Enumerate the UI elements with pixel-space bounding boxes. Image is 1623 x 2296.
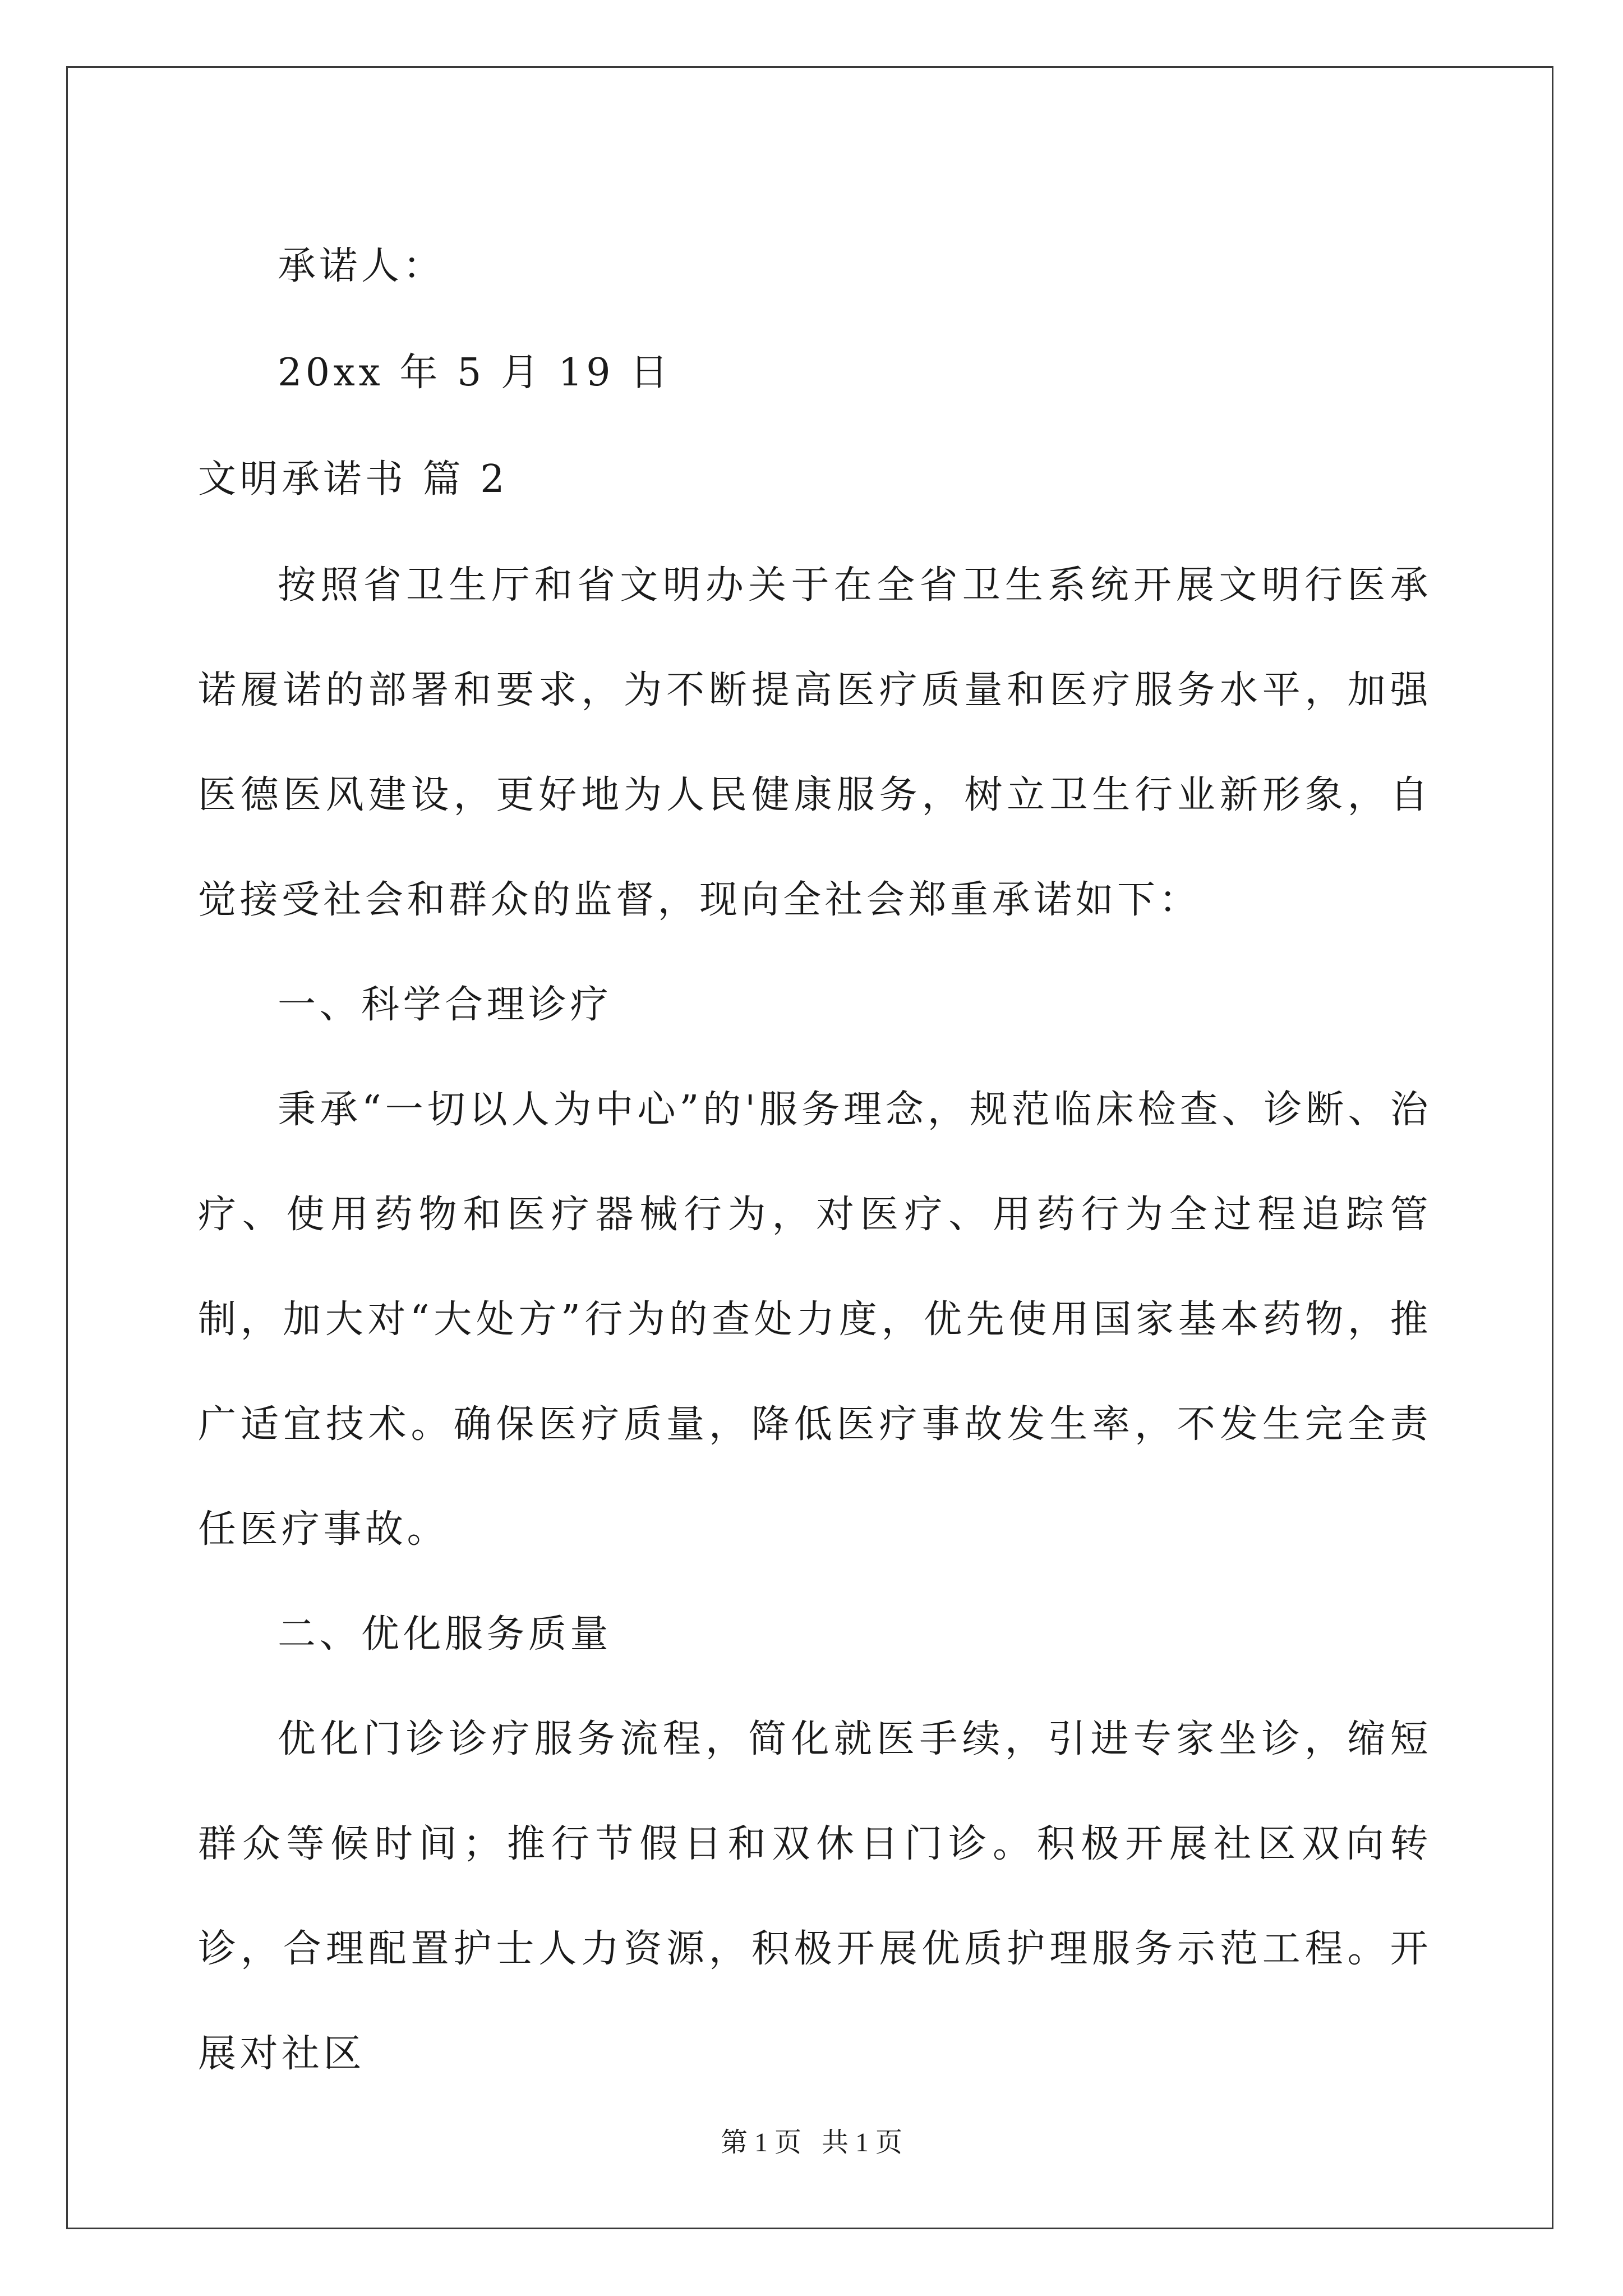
section-title: 文明承诺书 篇 2 <box>198 457 508 501</box>
paragraph-service-quality: 优化门诊诊疗服务流程，简化就医手续，引进专家坐诊，缩短群众等候时间；推行节假日和双休日门诊。积极开展社区双向转诊，合理配置护士人力资源，积极开展优质护理服务示范工程。开展对社区 <box>198 1717 1432 2076</box>
heading-service-quality: 二、优化服务质量 <box>278 1612 612 1657</box>
date-line: 20xx 年 5 月 19 日 <box>278 351 672 395</box>
paragraph-scientific-diagnosis: 秉承“一切以人为中心”的'服务理念，规范临床检查、诊断、治疗、使用药物和医疗器械行为，对医疗、用药行为全过程追踪管制，加大对“大处方”行为的查处力度，优先使用国家基本药物，推广适宜技术。确保医疗质量，降低医疗事故发生率，不发生完全责任医疗事故。 <box>198 1088 1432 1552</box>
paragraph-intro: 按照省卫生厅和省文明办关于在全省卫生系统开展文明行医承诺履诺的部署和要求，为不断提高医疗质量和医疗服务水平，加强医德医风建设，更好地为人民健康服务，树立卫生行业新形象，自觉接受社会和群众的监督，现向全社会郑重承诺如下： <box>198 563 1432 922</box>
heading-scientific-diagnosis: 一、科学合理诊疗 <box>278 983 612 1027</box>
signature-label: 承诺人： <box>278 244 445 288</box>
document-body <box>198 213 1432 2106</box>
page-number-footer: 第 1 页 共 1 页 <box>720 2128 902 2157</box>
